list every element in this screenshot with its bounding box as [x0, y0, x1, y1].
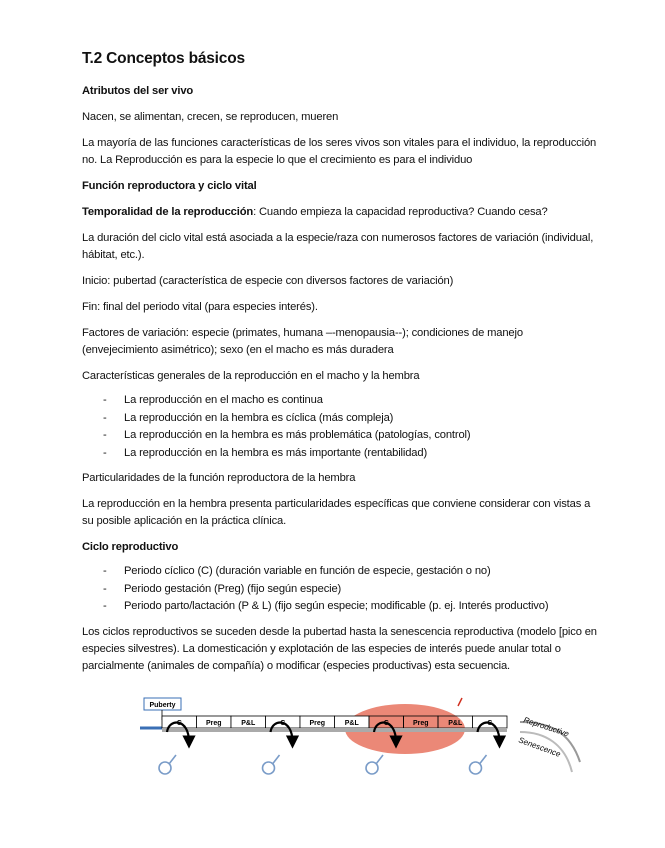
male-symbol-icon — [366, 755, 383, 774]
reproductive-cycle-diagram — [140, 692, 590, 787]
puberty-label: Puberty — [149, 702, 176, 709]
paragraph-reproduccion-hembra — [82, 496, 642, 530]
list-item: - La reproducción en la hembra es cíclica (más compleja) — [103, 411, 394, 424]
list-item: - Periodo cíclico (C) (duración variable en función de especie, gestación o no) — [103, 565, 491, 577]
heading-ciclo: Ciclo reproductivo — [82, 541, 179, 553]
paragraph-reproduccion-hembra-line1: La reproducción en la hembra presenta particularidades específicas que conviene considerar con vistas a — [82, 498, 591, 510]
paragraph-ciclos-line1: Los ciclos reproductivos se suceden desde la pubertad hasta la senescencia reproductiva (modelo [pico en — [82, 625, 597, 638]
timeline-bar — [162, 728, 507, 732]
paragraph-mayoria-line2: no. La Reproducción es para la especie lo que el crecimiento es para el individuo — [82, 154, 473, 166]
cycle-segment-label: C — [487, 720, 493, 727]
cycle-segment-label: P&L — [344, 720, 359, 727]
cycle-segment-label: Preg — [309, 720, 326, 727]
list-item: - La reproducción en el macho es continua — [103, 394, 323, 406]
cycle-segment-label: P&L — [448, 720, 463, 727]
temporalidad-label: Temporalidad de la reproducción — [82, 206, 254, 218]
paragraph-ciclos-line2: especies silvestres). La domesticación y explotación de las especies de interés puede anular total o — [82, 642, 561, 655]
paragraph-caracteristicas: Características generales de la reproducción en el macho y la hembra — [82, 370, 420, 382]
paragraph-fin: Fin: final del periodo vital (para especies interés). — [82, 301, 318, 313]
male-symbol-icon — [159, 755, 176, 774]
paragraph-inicio: Inicio: pubertad (característica de especie con diversos factores de variación) — [82, 275, 454, 287]
page-title: T.2 Conceptos básicos — [82, 50, 245, 67]
list-item: - Periodo parto/lactación (P & L) (fijo según especie; modificable (p. ej. Interés productivo) — [103, 600, 549, 612]
paragraph-mayoria-line1: La mayoría de las funciones características de los seres vivos son vitales para el individuo, la reproducción — [82, 137, 597, 149]
paragraph-factores-line2: (envejecimiento asimétrico); sexo (en el macho es más duradera — [82, 344, 394, 356]
paragraph-ciclos — [82, 624, 642, 675]
paragraph-factores-line1: Factores de variación: especie (primates, humana –-menopausia--); condiciones de manejo — [82, 327, 523, 339]
list-caracteristicas — [82, 392, 642, 462]
paragraph-temporalidad — [82, 204, 642, 221]
heading-atributos: Atributos del ser vivo — [82, 85, 194, 97]
cycle-segment-label: C — [280, 720, 286, 727]
temporalidad-text: : Cuando empieza la capacidad reproductiva? Cuando cesa? — [253, 206, 548, 218]
highlight-tick-mark — [458, 698, 462, 706]
male-symbol-icon — [263, 755, 280, 774]
list-item: - La reproducción en la hembra es más problemática (patologías, control) — [103, 429, 471, 441]
cycle-segment-label: P&L — [241, 720, 256, 727]
paragraph-duracion-line1: La duración del ciclo vital está asociada a la especie/raza con numerosos factores de variación (individual, — [82, 232, 594, 244]
paragraph-reproduccion-hembra-line2: su posible aplicación en la práctica clínica. — [82, 515, 287, 527]
paragraph-factores — [82, 325, 642, 359]
list-ciclo — [82, 563, 642, 616]
cycle-segment-label: C — [176, 720, 182, 727]
cycle-segment-label: Preg — [205, 720, 222, 727]
reproductive-label: Reproductive — [522, 715, 570, 739]
paragraph-ciclos-line3: parcialmente (animales de compañía) o modificar (especies productivas) esta secuencia. — [82, 659, 510, 672]
cycle-segment-label: Preg — [412, 720, 429, 727]
cycle-segment-label: C — [383, 720, 389, 727]
paragraph-duracion-line2: hábitat, etc.). — [82, 249, 145, 261]
paragraph-mayoria — [82, 135, 642, 169]
paragraph-particularidades: Particularidades de la función reproductora de la hembra — [82, 472, 356, 484]
paragraph-atributos: Nacen, se alimentan, crecen, se reproducen, mueren — [82, 111, 339, 123]
list-item: - La reproducción en la hembra es más importante (rentabilidad) — [103, 446, 428, 459]
document-page — [82, 50, 642, 684]
list-item: - Periodo gestación (Preg) (fijo según especie) — [103, 582, 342, 595]
paragraph-duracion — [82, 230, 642, 264]
senescence-label: Senescence — [517, 735, 562, 759]
heading-funcion: Función reproductora y ciclo vital — [82, 180, 257, 192]
male-symbol-icon — [470, 755, 487, 774]
